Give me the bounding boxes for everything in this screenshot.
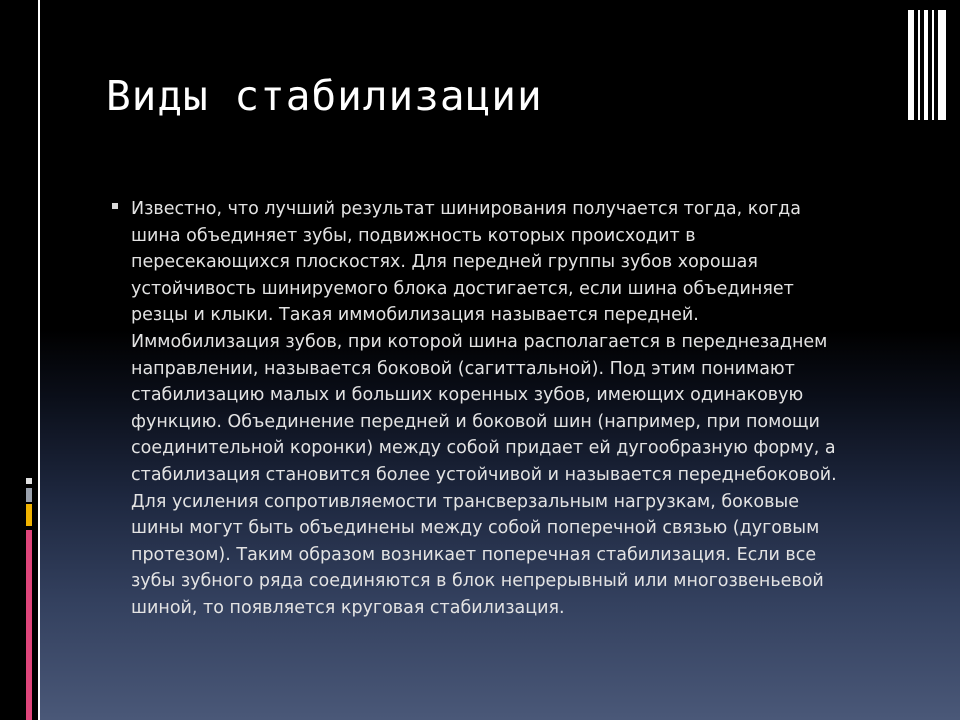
bullet-item — [112, 196, 902, 622]
left-edge-line — [38, 0, 40, 720]
vertical-bars-decoration-icon — [908, 10, 948, 120]
bullet-square-icon — [112, 203, 118, 209]
accent-bar-gray — [26, 488, 32, 502]
accent-bar-yellow — [26, 504, 32, 526]
slide-title: Виды стабилизации — [106, 72, 543, 120]
accent-bar-pink — [26, 530, 32, 720]
left-decorative-strip — [0, 0, 38, 720]
bullet-text: Известно, что лучший результат шинирования получается тогда, когда шина объединяет зубы, подвижность которых происходит в пересекающихся плоскостях. Для передней группы зубов хорошая устойчивость шинируемого блока достигается, если шина объединяет резцы и клыки. Такая иммобилизация называется передней. Иммобилизация зубов, при которой шина располагается в переднезаднем направлении, называется боковой (сагиттальной). Под этим понимают стабилизацию малых и больших коренных зубов, имеющих одинаковую функцию. Объединение передней и боковой шин (например, при помощи соединительной коронки) между собой придает ей дугообразную форму, а стабилизация становится более устойчивой и называется переднебоковой. Для усиления сопротивляемости трансверзальным нагрузкам, боковые шины могут быть объединены между собой поперечной связью (дуговым протезом). Таким образом возникает поперечная стабилизация. Если все зубы зубного ряда соединяются в блок непрерывный или многозвеньевой шиной, то появляется круговая стабилизация. — [131, 199, 837, 618]
accent-bar-white — [26, 478, 32, 484]
slide-content — [112, 196, 902, 622]
